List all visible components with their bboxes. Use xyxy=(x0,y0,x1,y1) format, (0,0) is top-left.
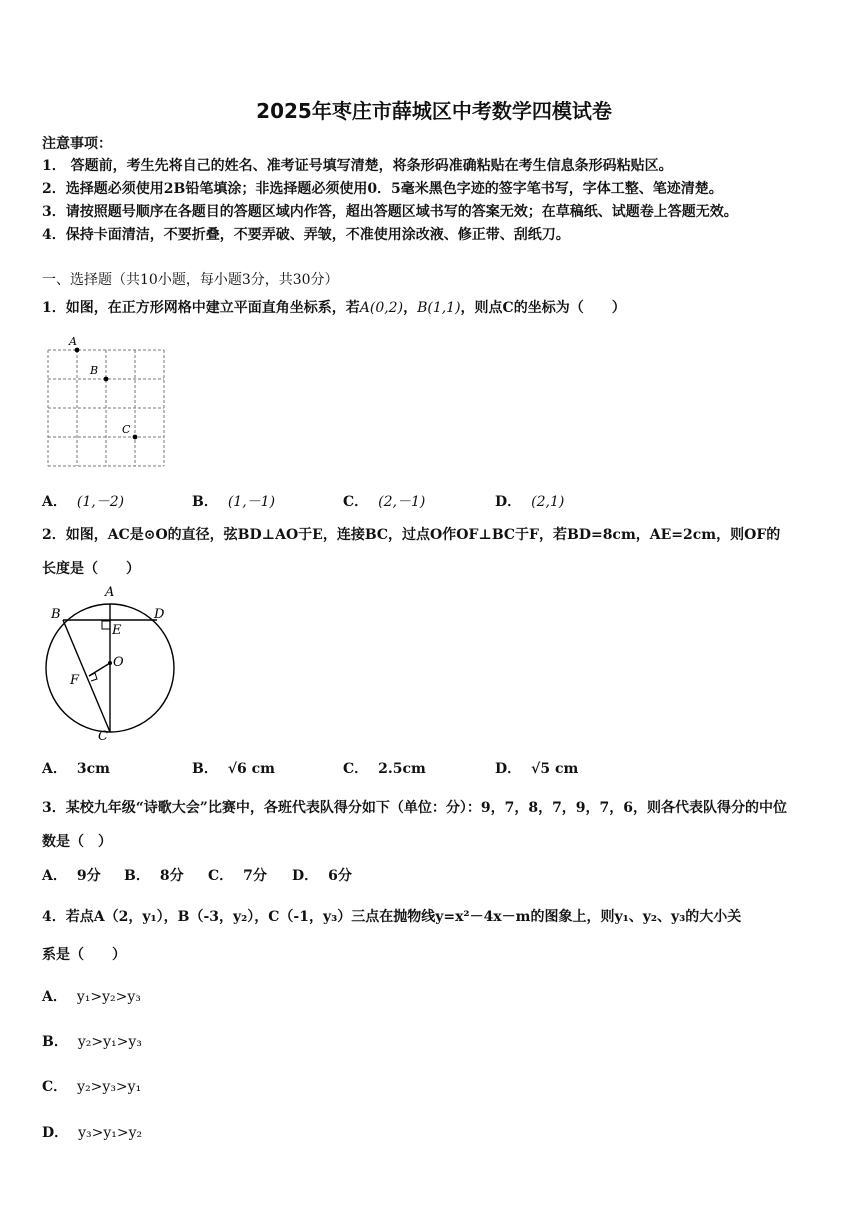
q4-option-b[interactable] xyxy=(42,1031,142,1051)
label-a: A xyxy=(69,335,77,348)
option-label: D． xyxy=(495,494,522,510)
option-text: y₂>y₃>y₁ xyxy=(77,1079,142,1095)
section-heading: 一、选择题（共10小题，每小题3分，共30分） xyxy=(42,272,339,288)
option-label: B． xyxy=(192,494,218,510)
q2-option-a[interactable] xyxy=(42,758,110,778)
circle-figure xyxy=(38,580,188,742)
option-text: 9分 xyxy=(76,868,101,884)
question-3-stem-line1: 3．某校九年级“诗歌大会”比赛中，各班代表队得分如下（单位：分）：9，7，8，7，9，7，6，则各代表队得分的中位 xyxy=(42,800,788,816)
label-e: E xyxy=(112,623,122,638)
question-2-stem-line1: 2．如图，AC是⊙O的直径，弦BD⊥AO于E，连接BC，过点O作OF⊥BC于F，若BD=8cm，AE=2cm，则OF的 xyxy=(42,527,781,543)
question-1-stem xyxy=(42,297,626,317)
q1-option-d[interactable] xyxy=(495,491,564,511)
question-1-stem-a: 1．如图，在正方形网格中建立平面直角坐标系，若 xyxy=(42,300,360,316)
q4-option-a[interactable] xyxy=(42,986,141,1006)
option-label: D． xyxy=(292,868,319,884)
question-4-stem-line1: 4．若点A（2，y₁），B（-3，y₂），C（-1，y₃）三点在抛物线y=x²－4x－m的图象上，则y₁、y₂、y₃的大小关 xyxy=(42,909,742,925)
label-c: C xyxy=(98,729,108,742)
label-c: C xyxy=(122,423,131,436)
option-label: A． xyxy=(42,494,67,510)
option-text: √6 cm xyxy=(227,761,275,777)
option-text: 8分 xyxy=(159,868,184,884)
q1-option-b[interactable] xyxy=(192,491,275,511)
center-point xyxy=(108,661,112,665)
grid-figure xyxy=(44,335,170,473)
option-text: 7分 xyxy=(243,868,267,884)
option-label: A． xyxy=(42,868,67,884)
question-1-stem-b: ，则点C的坐标为（ ） xyxy=(460,300,626,316)
q2-option-c[interactable] xyxy=(343,758,426,778)
option-text: y₂>y₁>y₃ xyxy=(77,1034,142,1050)
page-title: 2025年枣庄市薛城区中考数学四模试卷 xyxy=(256,99,612,123)
option-text: (2,－1) xyxy=(378,494,426,510)
option-text: (1,－2) xyxy=(76,494,125,510)
notice-item-2: 2．选择题必须使用2B铅笔填涂；非选择题必须使用0．5毫米黑色字迹的签字笔书写，字体工整、笔迹清楚。 xyxy=(42,181,723,197)
option-label: C． xyxy=(208,868,234,884)
point-a xyxy=(75,348,80,353)
q2-option-d[interactable] xyxy=(495,758,578,778)
option-label: D． xyxy=(495,761,522,777)
q3-option-a[interactable] xyxy=(42,865,101,885)
point-a-coord: A(0,2) xyxy=(359,300,404,316)
label-o: O xyxy=(113,655,124,670)
option-text: 6分 xyxy=(328,868,352,884)
option-text: y₃>y₁>y₂ xyxy=(78,1125,143,1141)
q3-option-d[interactable] xyxy=(292,865,352,885)
option-text: 2.5cm xyxy=(378,761,426,777)
option-label: C． xyxy=(42,1079,68,1095)
option-text: (1,－1) xyxy=(227,494,276,510)
option-label: B． xyxy=(124,868,150,884)
question-3-stem-line2: 数是（ ） xyxy=(42,834,112,850)
option-text: y₁>y₂>y₃ xyxy=(76,989,141,1005)
label-f: F xyxy=(70,673,80,688)
notice-item-4: 4．保持卡面清洁，不要折叠，不要弄破、弄皱，不准使用涂改液、修正带、刮纸刀。 xyxy=(42,227,570,243)
right-angle-e xyxy=(102,621,110,629)
label-b: B xyxy=(51,607,61,622)
option-label: A． xyxy=(42,989,67,1005)
point-b-coord: B(1,1) xyxy=(417,300,461,316)
q4-option-d[interactable] xyxy=(42,1122,142,1142)
separator: ， xyxy=(403,300,418,316)
notice-item-3: 3．请按照题号顺序在各题目的答题区域内作答，超出答题区域书写的答案无效；在草稿纸、试题卷上答题无效。 xyxy=(42,204,738,220)
q1-option-c[interactable] xyxy=(343,491,425,511)
point-c xyxy=(133,435,138,440)
grid-lines xyxy=(48,350,164,466)
option-label: D． xyxy=(42,1125,69,1141)
notice-item-1: 1． 答题前，考生先将自己的姓名、准考证号填写清楚，将条形码准确粘贴在考生信息条形码粘贴区。 xyxy=(42,158,673,174)
option-text: 3cm xyxy=(76,761,110,777)
label-b: B xyxy=(90,364,99,377)
option-label: B． xyxy=(192,761,218,777)
q1-option-a[interactable] xyxy=(42,491,124,511)
option-label: C． xyxy=(343,494,369,510)
option-label: B． xyxy=(42,1034,68,1050)
option-label: A． xyxy=(42,761,67,777)
point-b xyxy=(104,377,109,382)
option-text: √5 cm xyxy=(531,761,579,777)
q3-option-b[interactable] xyxy=(124,865,184,885)
option-text: (2,1) xyxy=(531,494,565,510)
label-d: D xyxy=(154,607,165,622)
q4-option-c[interactable] xyxy=(42,1076,141,1096)
question-2-stem-line2: 长度是（ ） xyxy=(42,561,140,577)
option-label: C． xyxy=(343,761,369,777)
right-angle-f xyxy=(89,673,97,681)
question-4-stem-line2: 系是（ ） xyxy=(42,947,126,963)
notice-heading: 注意事项： xyxy=(42,136,112,152)
label-a: A xyxy=(105,585,115,600)
q2-option-b[interactable] xyxy=(192,758,275,778)
q3-option-c[interactable] xyxy=(208,865,267,885)
